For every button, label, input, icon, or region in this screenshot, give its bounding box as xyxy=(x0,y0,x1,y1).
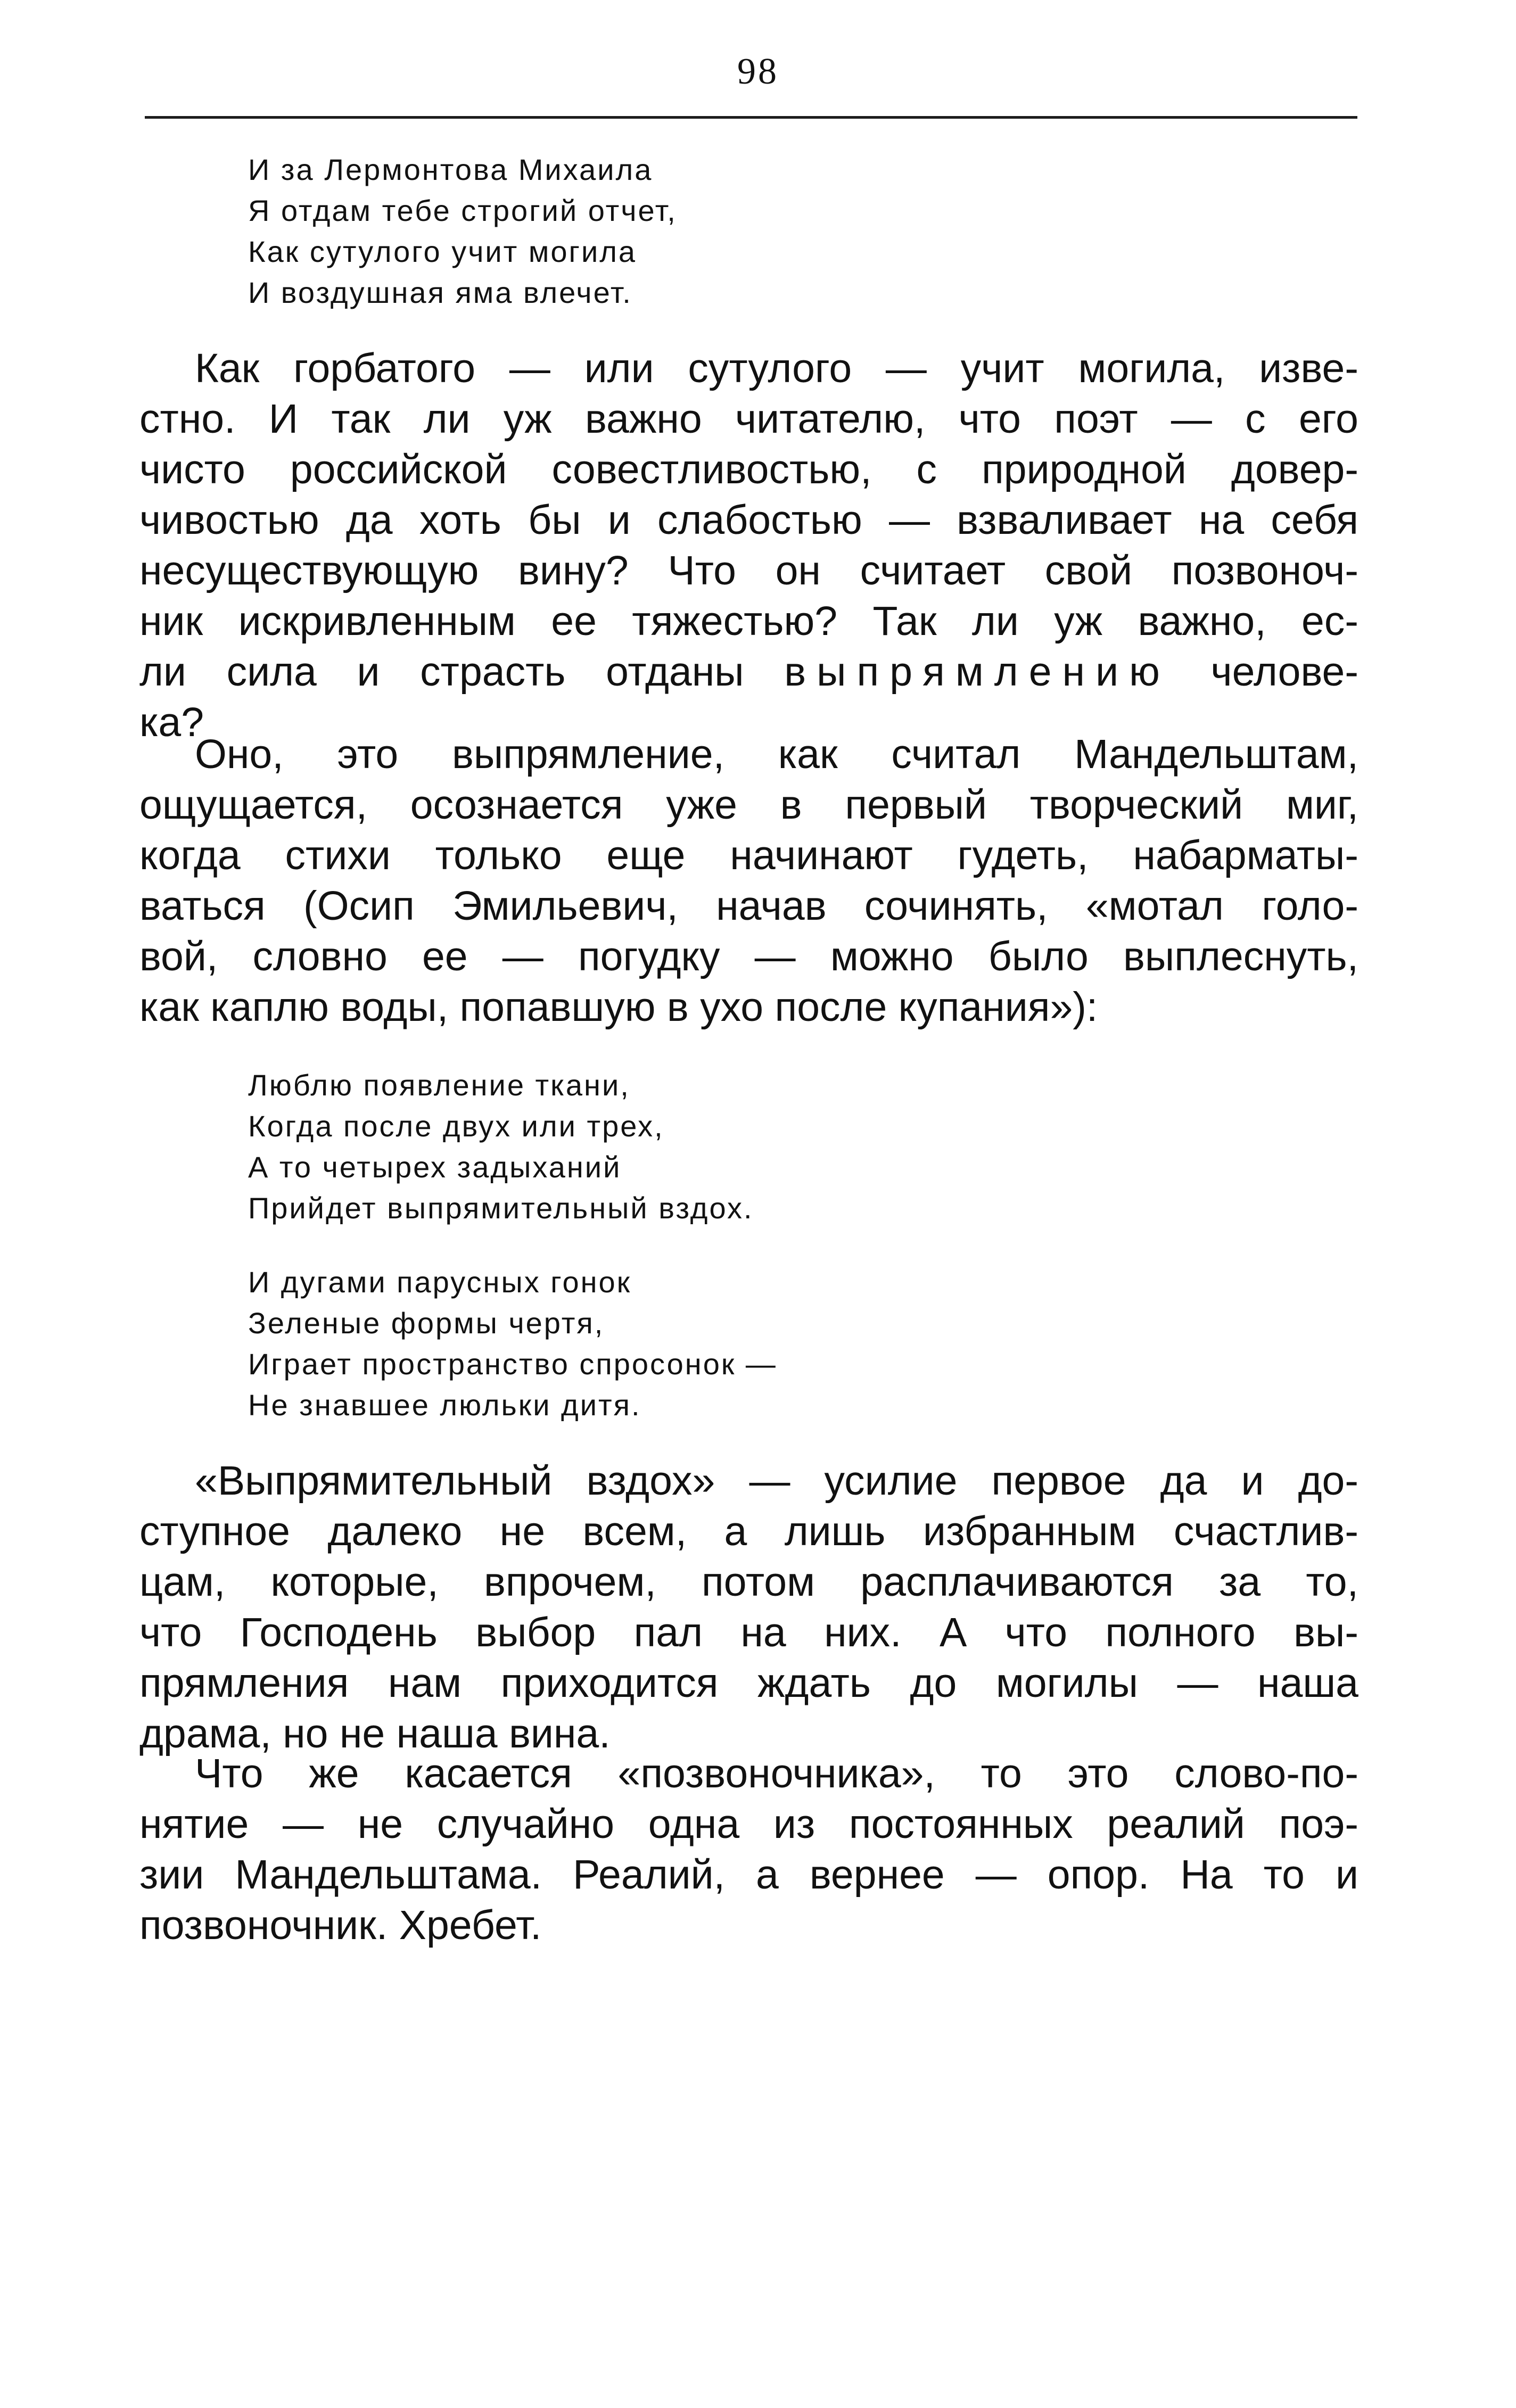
verse-line: Люблю появление ткани, xyxy=(248,1068,630,1102)
verse-line: А то четырех задыханий xyxy=(248,1150,622,1184)
text-line: драма, но не наша вина. xyxy=(139,1711,611,1756)
verse-line: Как сутулого учит могила xyxy=(248,235,637,268)
verse-stanza-1 xyxy=(248,149,677,313)
verse-line: Играет пространство спросонок — xyxy=(248,1347,777,1381)
text-line: что Господень выбор пал на них. А что полного вы- xyxy=(139,1610,1358,1655)
text-line: нятие — не случайно одна из постоянных реалий поэ- xyxy=(139,1801,1358,1847)
verse-stanza-3 xyxy=(248,1261,777,1425)
page-number: 98 xyxy=(737,51,779,92)
text-line: ник искривленным ее тяжестью? Так ли уж важно, ес- xyxy=(139,598,1358,644)
paragraph-4 xyxy=(139,1749,1358,1951)
verse-line: И дугами парусных гонок xyxy=(248,1265,632,1299)
paragraph-1 xyxy=(139,343,1358,748)
text-line: ваться (Осип Эмильевич, начав сочинять, «мотал голо- xyxy=(139,883,1358,929)
verse-line: Я отдам тебе строгий отчет, xyxy=(248,194,677,227)
text-line: «Выпрямительный вздох» — усилие первое да и до- xyxy=(195,1458,1358,1504)
verse-line: И за Лермонтова Михаила xyxy=(248,153,653,186)
text-line: цам, которые, впрочем, потом расплачиваются за то, xyxy=(139,1559,1358,1605)
text-line xyxy=(139,647,1358,697)
text-line: Оно, это выпрямление, как считал Мандельштам, xyxy=(195,731,1358,777)
text-line: позвоночник. Хребет. xyxy=(139,1902,542,1948)
text-fragment: ли сила и страсть отданы xyxy=(139,649,785,695)
verse-line: Прийдет выпрямительный вздох. xyxy=(248,1191,754,1225)
text-line: ка? xyxy=(139,699,204,745)
text-line: Как горбатого — или сутулого — учит могила, изве- xyxy=(195,345,1358,391)
text-line: ступное далеко не всем, а лишь избранным счастлив- xyxy=(139,1508,1358,1554)
verse-line: Не знавшее люльки дитя. xyxy=(248,1388,641,1422)
text-line: зии Мандельштама. Реалий, а вернее — опор. На то и xyxy=(139,1852,1358,1898)
text-line: Что же касается «позвоночника», то это слово-по- xyxy=(195,1751,1358,1796)
text-line: стно. И так ли уж важно читателю, что поэт — с его xyxy=(139,396,1358,442)
text-line: чивостью да хоть бы и слабостью — взваливает на себя xyxy=(139,497,1358,543)
text-line: несуществующую вину? Что он считает свой позвоноч- xyxy=(139,548,1358,593)
verse-line: И воздушная яма влечет. xyxy=(248,276,632,309)
paragraph-3 xyxy=(139,1456,1358,1759)
text-line: как каплю воды, попавшую в ухо после купания»): xyxy=(139,984,1098,1030)
text-line: когда стихи только еще начинают гудеть, набарматы- xyxy=(139,832,1358,878)
header-rule xyxy=(145,116,1357,119)
text-line: чисто российской совестливостью, с природной довер- xyxy=(139,447,1358,492)
verse-line: Зеленые формы чертя, xyxy=(248,1306,605,1340)
verse-stanza-2 xyxy=(248,1065,754,1228)
text-line: прямления нам приходится ждать до могилы — наша xyxy=(139,1660,1358,1706)
text-fragment: челове- xyxy=(1170,649,1358,695)
verse-line: Когда после двух или трех, xyxy=(248,1109,664,1143)
text-line: ощущается, осознается уже в первый творческий миг, xyxy=(139,782,1358,828)
text-line: вой, словно ее — погудку — можно было выплеснуть, xyxy=(139,934,1358,979)
emphasized-word: выпрямлению xyxy=(784,649,1171,695)
paragraph-2 xyxy=(139,729,1358,1033)
